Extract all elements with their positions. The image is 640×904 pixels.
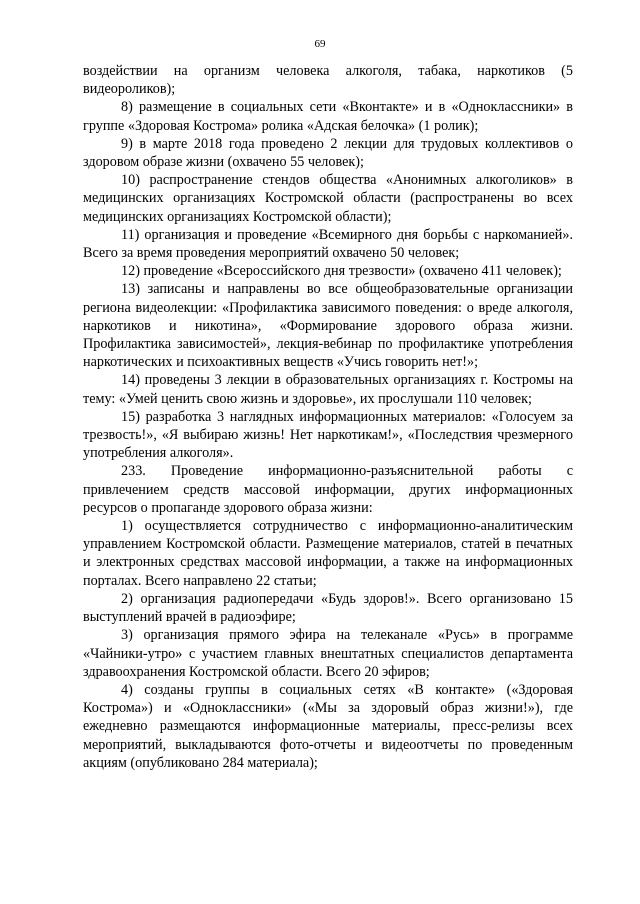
section-233-item-4: 4) созданы группы в социальных сетях «В контакте» («Здоровая Кострома») и «Одноклассники» («Мы за здоровый образ жизни!»), где ежедневно размещаются информационные материалы, пресс-релизы всех мероприятий, выкладываются фото-отчеты и видеоотчеты по проведенным акциям (опубликовано 284 материала); xyxy=(83,681,573,771)
section-233-item-1: 1) осуществляется сотрудничество с информационно-аналитическим управлением Костромской области. Размещение материалов, статей в печатных и электронных средствах массовой информации, а также на информационных порталах. Всего направлено 22 статьи; xyxy=(83,518,573,589)
list-item-9: 9) в марте 2018 года проведено 2 лекции для трудовых коллективов о здоровом образе жизни (охвачено 55 человек); xyxy=(83,135,573,171)
list-item-15: 15) разработка 3 наглядных информационных материалов: «Голосуем за трезвость!», «Я выбираю жизнь! Нет наркотикам!», «Последствия чрезмерного употребления алкоголя». xyxy=(83,408,573,462)
list-item-10: 10) распространение стендов общества «Анонимных алкоголиков» в медицинских организациях Костромской области (распространены во всех медицинских организациях Костромской области); xyxy=(83,172,573,225)
list-item-8: 8) размещение в социальных сети «Вконтакте» и в «Одноклассники» в группе «Здоровая Кострома» ролика «Адская белочка» (1 ролик); xyxy=(83,99,573,134)
section-233-heading: 233. Проведение информационно-разъяснительной работы с привлечением средств массовой информации, других информационных ресурсов о пропаганде здорового образа жизни: xyxy=(83,463,573,516)
list-item-14: 14) проведены 3 лекции в образовательных организациях г. Костромы на тему: «Умей ценить свою жизнь и здоровье», их прослушали 110 человек; xyxy=(83,372,573,407)
list-item-11: 11) организация и проведение «Всемирного дня борьбы с наркоманией». Всего за время проведения мероприятий охвачено 50 человек; xyxy=(83,226,573,262)
paragraph-continuation: воздействии на организм человека алкоголя, табака, наркотиков (5 видеороликов); xyxy=(83,63,573,98)
list-item-13: 13) записаны и направлены во все общеобразовательные организации региона видеолекции: «Профилактика зависимого поведения: о вреде алкоголя, наркотиков и никотина», «Формирование здорового образа жизни. Профилактика зависимостей», лекция-вебинар по профилактике употребления наркотических и психоактивных веществ «Учись говорить нет!»; xyxy=(83,281,573,371)
section-233-item-3: 3) организация прямого эфира на телеканале «Русь» в программе «Чайники-утро» с участием главных внештатных специалистов департамента здравоохранения Костромской области. Всего 20 эфиров; xyxy=(83,627,573,680)
document-body xyxy=(83,62,573,772)
section-233-item-2: 2) организация радиопередачи «Будь здоров!». Всего организовано 15 выступлений врачей в радиоэфире; xyxy=(83,590,573,626)
list-item-12: 12) проведение «Всероссийского дня трезвости» (охвачено 411 человек); xyxy=(121,263,562,280)
page-number: 69 xyxy=(314,38,326,50)
